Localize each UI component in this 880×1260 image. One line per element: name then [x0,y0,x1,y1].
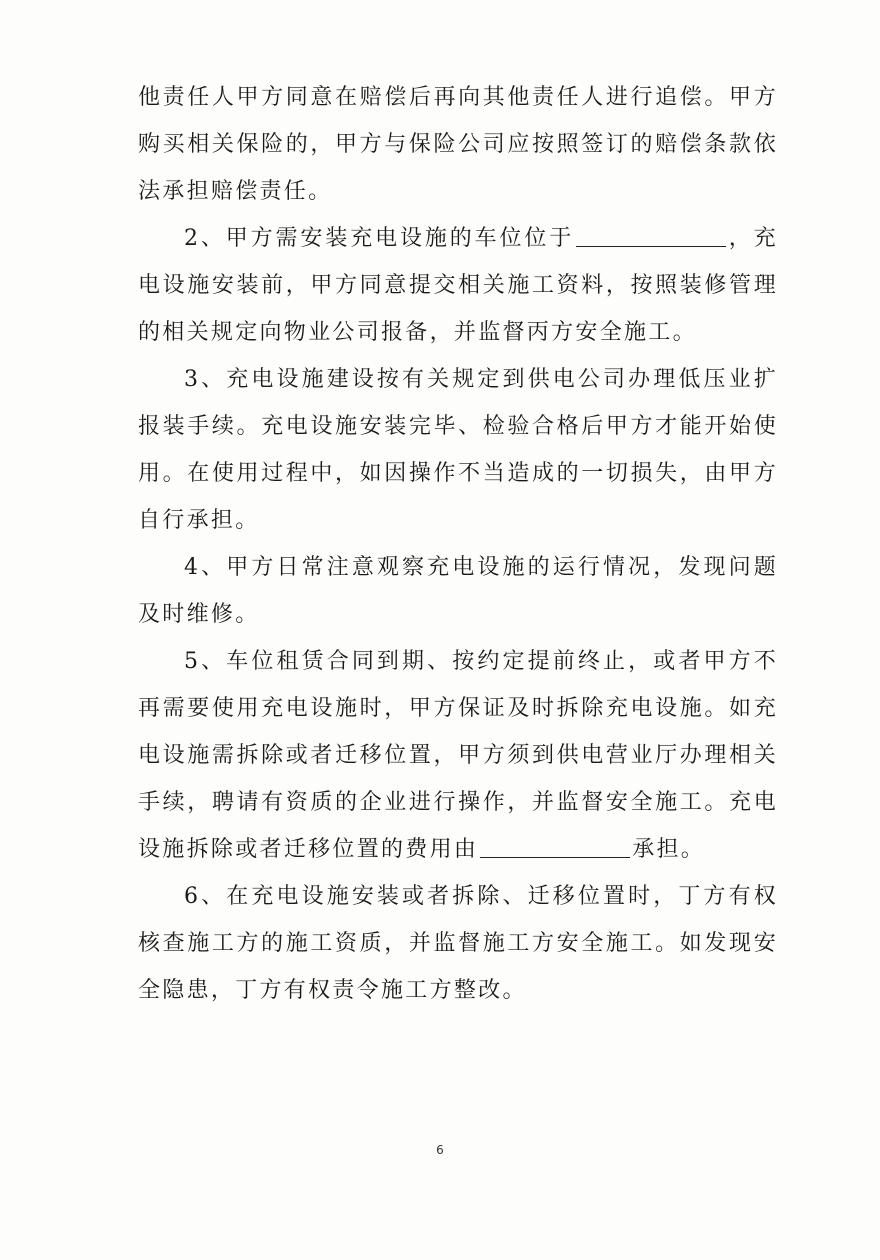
paragraph-clause-3: 3、充电设施建设按有关规定到供电公司办理低压业扩报装手续。充电设施安装完毕、检验合格后甲方才能开始使用。在使用过程中，如因操作不当造成的一切损失，由甲方自行承担。 [138,367,778,533]
parking-space-blank-field [576,226,726,247]
clause-2-text-after: ，充电设施安装前，甲方同意提交相关施工资料，按照装修管理的相关规定向物业公司报备，并监督丙方安全施工。 [138,226,778,345]
paragraph-clause-4: 4、甲方日常注意观察充电设施的运行情况，发现问题及时维修。 [138,555,778,627]
paragraph-clause-6: 6、在充电设施安装或者拆除、迁移位置时，丁方有权核查施工方的施工资质，并监督施工方安全施工。如发现安全隐患，丁方有权责令施工方整改。 [138,884,778,1003]
paragraph-clause-2 [138,215,778,356]
paragraph-continuation: 他责任人甲方同意在赔偿后再向其他责任人进行追偿。甲方购买相关保险的，甲方与保险公司应按照签订的赔偿条款依法承担赔偿责任。 [138,85,778,204]
clause-2-text-before: 2、甲方需安装充电设施的车位位于 [184,226,575,251]
page-number: 6 [436,1143,444,1157]
clause-5-text-before: 5、车位租赁合同到期、按约定提前终止，或者甲方不再需要使用充电设施时，甲方保证及时拆除充电设施。如充电设施需拆除或者迁移位置，甲方须到供电营业厅办理相关手续，聘请有资质的企业进行操作，并监督安全施工。充电设施拆除或者迁移位置的费用由 [138,649,778,862]
paragraph-clause-5 [138,638,778,873]
cost-bearer-blank-field [480,837,630,858]
clause-5-text-after: 承担。 [632,837,706,862]
document-body [138,74,778,1014]
